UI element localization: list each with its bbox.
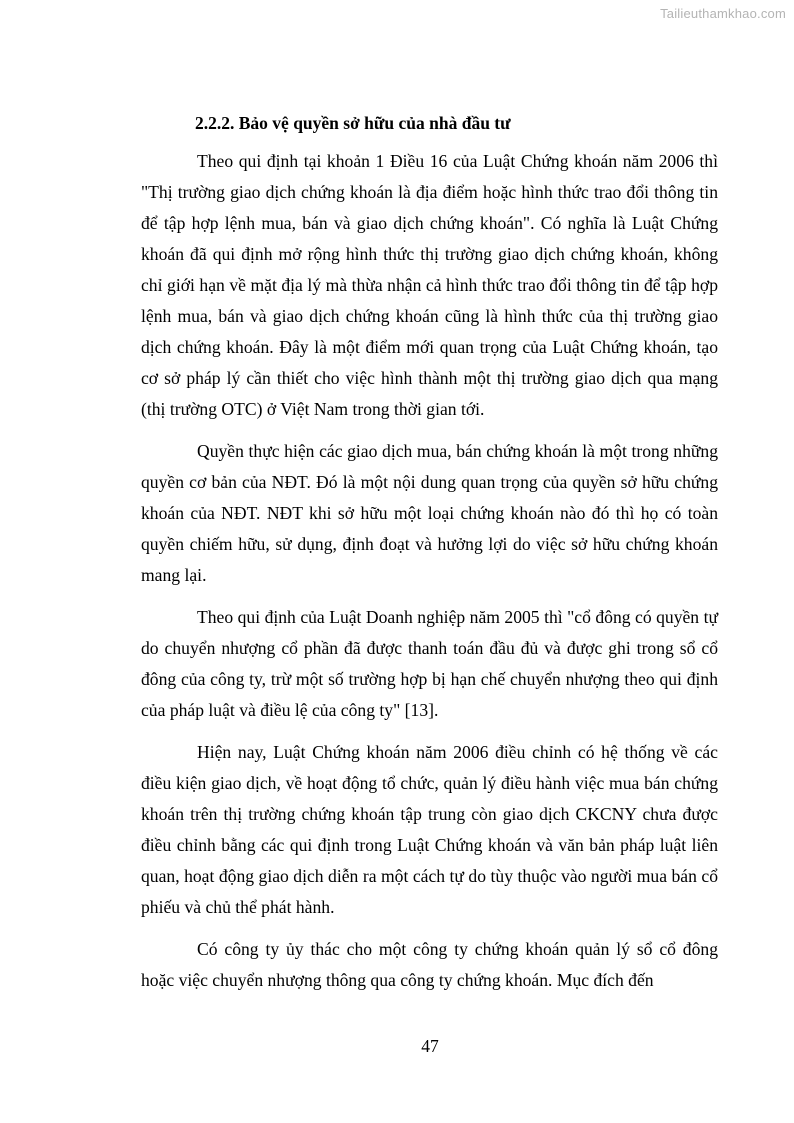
page-number: 47 bbox=[421, 1036, 439, 1056]
paragraph-4: Hiện nay, Luật Chứng khoán năm 2006 điều chỉnh có hệ thống về các điều kiện giao dịch, về hoạt động tổ chức, quản lý điều hành việc mua bán chứng khoán trên thị trường chứng khoán tập trung còn giao dịch CKCNY chưa được điều chỉnh bằng các qui định trong Luật Chứng khoán và văn bản pháp luật liên quan, hoạt động giao dịch diễn ra một cách tự do tùy thuộc vào người mua bán cổ phiếu và chủ thể phát hành. bbox=[141, 742, 718, 917]
paragraph-2: Quyền thực hiện các giao dịch mua, bán chứng khoán là một trong những quyền cơ bản của NĐT. Đó là một nội dung quan trọng của quyền sở hữu chứng khoán của NĐT. NĐT khi sở hữu một loại chứng khoán nào đó thì họ có toàn quyền chiếm hữu, sử dụng, định đoạt và hưởng lợi do việc sở hữu chứng khoán mang lại. bbox=[141, 441, 718, 585]
paragraph-1: Theo qui định tại khoản 1 Điều 16 của Luật Chứng khoán năm 2006 thì "Thị trường giao dịch chứng khoán là địa điểm hoặc hình thức trao đổi thông tin để tập hợp lệnh mua, bán và giao dịch chứng khoán". Có nghĩa là Luật Chứng khoán đã qui định mở rộng hình thức thị trường giao dịch chứng khoán, không chỉ giới hạn về mặt địa lý mà thừa nhận cả hình thức trao đổi thông tin để tập hợp lệnh mua, bán và giao dịch chứng khoán cũng là hình thức của thị trường giao dịch chứng khoán. Đây là một điểm mới quan trọng của Luật Chứng khoán, tạo cơ sở pháp lý cần thiết cho việc hình thành một thị trường giao dịch qua mạng (thị trường OTC) ở Việt Nam trong thời gian tới. bbox=[141, 151, 718, 419]
watermark: Tailieuthamkhao.com bbox=[660, 6, 786, 21]
section-heading: 2.2.2. Bảo vệ quyền sở hữu của nhà đầu tư bbox=[195, 113, 511, 133]
paragraph-3: Theo qui định của Luật Doanh nghiệp năm 2005 thì "cổ đông có quyền tự do chuyển nhượng cổ phần đã được thanh toán đầu đủ và được ghi trong sổ cổ đông của công ty, trừ một số trường hợp bị hạn chế chuyển nhượng theo qui định của pháp luật và điều lệ của công ty" [13]. bbox=[141, 607, 718, 720]
paragraph-5: Có công ty ủy thác cho một công ty chứng khoán quản lý sổ cổ đông hoặc việc chuyển nhượng thông qua công ty chứng khoán. Mục đích đến bbox=[141, 939, 718, 990]
page-body bbox=[141, 108, 718, 1007]
